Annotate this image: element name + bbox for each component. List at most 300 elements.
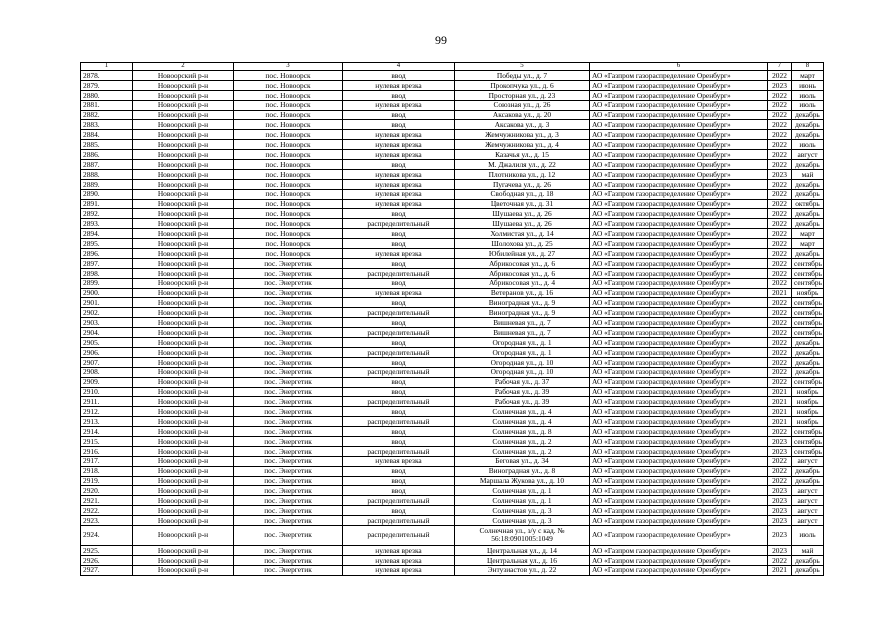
cell-month: декабрь [792,120,824,130]
cell-year: 2022 [768,268,792,278]
cell-row-number: 2880. [81,90,133,100]
cell-settlement: пос. Новоорск [234,150,343,160]
cell-year: 2022 [768,308,792,318]
cell-row-number: 2888. [81,169,133,179]
cell-month: июль [792,525,824,545]
cell-settlement: пос. Новоорск [234,80,343,90]
cell-connection-type: ввод [343,258,455,268]
cell-connection-type: ввод [343,338,455,348]
cell-connection-type: нулевая врезка [343,545,455,555]
cell-year: 2022 [768,179,792,189]
cell-month: ноябрь [792,288,824,298]
table-row [81,427,824,437]
cell-month: май [792,545,824,555]
cell-address: Холмистая ул., д. 14 [455,229,590,239]
cell-month: июль [792,90,824,100]
cell-settlement: пос. Энергетик [234,328,343,338]
column-header: 8 [792,63,824,71]
table-row [81,545,824,555]
cell-district: Новоорский р-н [133,130,234,140]
cell-address: Солнечная ул., д. 1 [455,486,590,496]
cell-district: Новоорский р-н [133,357,234,367]
table-row [81,140,824,150]
cell-month: декабрь [792,189,824,199]
cell-organization: АО «Газпром газораспределение Оренбург» [590,466,768,476]
cell-district: Новоорский р-н [133,80,234,90]
cell-district: Новоорский р-н [133,486,234,496]
cell-row-number: 2901. [81,298,133,308]
cell-settlement: пос. Энергетик [234,417,343,427]
cell-organization: АО «Газпром газораспределение Оренбург» [590,239,768,249]
cell-connection-type: ввод [343,110,455,120]
table-row [81,387,824,397]
cell-row-number: 2912. [81,407,133,417]
cell-settlement: пос. Энергетик [234,565,343,575]
column-header: 6 [590,63,768,71]
table-row [81,209,824,219]
cell-address: Жемчужникова ул., д. 3 [455,130,590,140]
cell-address: Свободная ул., д. 18 [455,189,590,199]
cell-year: 2021 [768,387,792,397]
cell-organization: АО «Газпром газораспределение Оренбург» [590,347,768,357]
cell-year: 2022 [768,298,792,308]
cell-connection-type: ввод [343,506,455,516]
cell-address: Вишневая ул., д. 7 [455,318,590,328]
cell-organization: АО «Газпром газораспределение Оренбург» [590,120,768,130]
cell-month: ноябрь [792,387,824,397]
cell-organization: АО «Газпром газораспределение Оренбург» [590,377,768,387]
cell-month: ноябрь [792,397,824,407]
cell-district: Новоорский р-н [133,367,234,377]
table-row [81,516,824,526]
cell-month: август [792,150,824,160]
cell-organization: АО «Газпром газораспределение Оренбург» [590,446,768,456]
cell-organization: АО «Газпром газораспределение Оренбург» [590,229,768,239]
cell-connection-type: нулевая врезка [343,199,455,209]
table-row [81,436,824,446]
table-row [81,71,824,81]
cell-connection-type: распределительный [343,328,455,338]
cell-settlement: пос. Новоорск [234,71,343,81]
table-row [81,110,824,120]
table-row [81,525,824,545]
cell-connection-type: распределительный [343,347,455,357]
cell-district: Новоорский р-н [133,120,234,130]
table-row [81,397,824,407]
cell-settlement: пос. Энергетик [234,525,343,545]
cell-month: октябрь [792,199,824,209]
cell-year: 2021 [768,565,792,575]
table-row [81,288,824,298]
cell-row-number: 2919. [81,476,133,486]
cell-district: Новоорский р-н [133,288,234,298]
cell-settlement: пос. Энергетик [234,308,343,318]
cell-address: Абрикосовая ул., д. 4 [455,278,590,288]
cell-year: 2023 [768,516,792,526]
cell-settlement: пос. Новоорск [234,189,343,199]
cell-connection-type: распределительный [343,219,455,229]
cell-settlement: пос. Энергетик [234,367,343,377]
table-row [81,150,824,160]
cell-month: декабрь [792,565,824,575]
cell-month: ноябрь [792,407,824,417]
cell-organization: АО «Газпром газораспределение Оренбург» [590,110,768,120]
cell-month: сентябрь [792,318,824,328]
cell-year: 2022 [768,160,792,170]
cell-row-number: 2921. [81,496,133,506]
cell-row-number: 2895. [81,239,133,249]
table-row [81,565,824,575]
cell-address: Солнечная ул., д. 4 [455,417,590,427]
cell-month: декабрь [792,249,824,259]
cell-district: Новоорский р-н [133,565,234,575]
table-row [81,258,824,268]
cell-row-number: 2914. [81,427,133,437]
cell-connection-type: ввод [343,120,455,130]
cell-row-number: 2881. [81,100,133,110]
table-row [81,476,824,486]
cell-organization: АО «Газпром газораспределение Оренбург» [590,338,768,348]
cell-organization: АО «Газпром газораспределение Оренбург» [590,288,768,298]
cell-row-number: 2898. [81,268,133,278]
cell-settlement: пос. Энергетик [234,377,343,387]
cell-organization: АО «Газпром газораспределение Оренбург» [590,278,768,288]
cell-address: Победы ул., д. 7 [455,71,590,81]
cell-year: 2023 [768,80,792,90]
cell-settlement: пос. Энергетик [234,545,343,555]
cell-month: июль [792,140,824,150]
cell-month: август [792,456,824,466]
table-row [81,555,824,565]
cell-organization: АО «Газпром газораспределение Оренбург» [590,417,768,427]
cell-year: 2022 [768,219,792,229]
cell-settlement: пос. Энергетик [234,298,343,308]
table-row [81,100,824,110]
cell-year: 2022 [768,555,792,565]
table-row [81,80,824,90]
cell-connection-type: нулевая врезка [343,80,455,90]
cell-district: Новоорский р-н [133,525,234,545]
cell-settlement: пос. Новоорск [234,229,343,239]
cell-year: 2022 [768,278,792,288]
cell-organization: АО «Газпром газораспределение Оренбург» [590,476,768,486]
cell-address: Пугачева ул., д. 26 [455,179,590,189]
table-row [81,367,824,377]
cell-row-number: 2900. [81,288,133,298]
cell-year: 2023 [768,436,792,446]
cell-address: Рабочая ул., д. 39 [455,397,590,407]
table-row [81,160,824,170]
cell-district: Новоорский р-н [133,338,234,348]
cell-organization: АО «Газпром газораспределение Оренбург» [590,268,768,278]
cell-connection-type: ввод [343,436,455,446]
cell-organization: АО «Газпром газораспределение Оренбург» [590,328,768,338]
cell-year: 2021 [768,288,792,298]
column-header: 5 [455,63,590,71]
cell-address: Абрикосовая ул., д. 6 [455,268,590,278]
cell-connection-type: ввод [343,209,455,219]
cell-month: май [792,169,824,179]
cell-address: Солнечная ул., д. 8 [455,427,590,437]
cell-connection-type: распределительный [343,308,455,318]
cell-row-number: 2924. [81,525,133,545]
cell-row-number: 2915. [81,436,133,446]
cell-month: август [792,506,824,516]
table-row [81,328,824,338]
cell-month: сентябрь [792,328,824,338]
cell-year: 2022 [768,476,792,486]
cell-connection-type: распределительный [343,367,455,377]
cell-settlement: пос. Новоорск [234,239,343,249]
cell-organization: АО «Газпром газораспределение Оренбург» [590,525,768,545]
cell-address: Солнечная ул., д. 2 [455,436,590,446]
cell-row-number: 2886. [81,150,133,160]
cell-district: Новоорский р-н [133,496,234,506]
cell-year: 2022 [768,466,792,476]
cell-connection-type: нулевая врезка [343,555,455,565]
cell-year: 2022 [768,71,792,81]
cell-connection-type: распределительный [343,446,455,456]
cell-settlement: пос. Энергетик [234,407,343,417]
cell-organization: АО «Газпром газораспределение Оренбург» [590,298,768,308]
table-row [81,268,824,278]
cell-row-number: 2907. [81,357,133,367]
cell-organization: АО «Газпром газораспределение Оренбург» [590,169,768,179]
cell-month: декабрь [792,130,824,140]
cell-district: Новоорский р-н [133,268,234,278]
cell-address: Солнечная ул., д. 3 [455,506,590,516]
cell-connection-type: ввод [343,466,455,476]
table-row [81,249,824,259]
cell-address: Энтузиастов ул., д. 22 [455,565,590,575]
cell-row-number: 2906. [81,347,133,357]
cell-year: 2022 [768,199,792,209]
cell-year: 2023 [768,506,792,516]
cell-settlement: пос. Энергетик [234,357,343,367]
cell-year: 2021 [768,417,792,427]
cell-organization: АО «Газпром газораспределение Оренбург» [590,545,768,555]
cell-address: Казачья ул., д. 15 [455,150,590,160]
cell-district: Новоорский р-н [133,328,234,338]
cell-settlement: пос. Энергетик [234,338,343,348]
cell-settlement: пос. Новоорск [234,199,343,209]
cell-connection-type: нулевая врезка [343,456,455,466]
cell-year: 2022 [768,249,792,259]
table-row [81,407,824,417]
cell-district: Новоорский р-н [133,209,234,219]
cell-month: декабрь [792,110,824,120]
cell-year: 2023 [768,525,792,545]
cell-organization: АО «Газпром газораспределение Оренбург» [590,150,768,160]
cell-year: 2023 [768,486,792,496]
cell-district: Новоорский р-н [133,298,234,308]
table-row [81,239,824,249]
column-number-row [81,63,824,71]
cell-month: сентябрь [792,278,824,288]
cell-year: 2022 [768,239,792,249]
cell-address: Огородная ул., д. 1 [455,347,590,357]
cell-organization: АО «Газпром газораспределение Оренбург» [590,436,768,446]
table-row [81,298,824,308]
cell-organization: АО «Газпром газораспределение Оренбург» [590,565,768,575]
cell-address: Прокопчука ул., д. 6 [455,80,590,90]
gasification-schedule-table [80,62,824,576]
cell-settlement: пос. Энергетик [234,476,343,486]
cell-district: Новоорский р-н [133,377,234,387]
cell-row-number: 2884. [81,130,133,140]
cell-settlement: пос. Новоорск [234,249,343,259]
cell-address: Абрикосовая ул., д. 6 [455,258,590,268]
cell-organization: АО «Газпром газораспределение Оренбург» [590,496,768,506]
cell-connection-type: распределительный [343,525,455,545]
cell-district: Новоорский р-н [133,258,234,268]
cell-connection-type: нулевая врезка [343,150,455,160]
cell-row-number: 2890. [81,189,133,199]
cell-month: декабрь [792,367,824,377]
cell-row-number: 2879. [81,80,133,90]
cell-district: Новоорский р-н [133,555,234,565]
cell-year: 2022 [768,120,792,130]
table-row [81,446,824,456]
cell-organization: АО «Газпром газораспределение Оренбург» [590,387,768,397]
cell-month: декабрь [792,160,824,170]
cell-address: Солнечная ул., д. 3 [455,516,590,526]
cell-connection-type: распределительный [343,496,455,506]
cell-connection-type: нулевая врезка [343,565,455,575]
cell-year: 2022 [768,229,792,239]
cell-year: 2022 [768,258,792,268]
cell-year: 2022 [768,209,792,219]
cell-row-number: 2920. [81,486,133,496]
cell-address: Центральная ул., д. 14 [455,545,590,555]
cell-address: Виноградная ул., д. 8 [455,466,590,476]
cell-settlement: пос. Энергетик [234,387,343,397]
table-row [81,506,824,516]
cell-organization: АО «Газпром газораспределение Оренбург» [590,456,768,466]
cell-month: июнь [792,80,824,90]
cell-year: 2023 [768,446,792,456]
cell-settlement: пос. Новоорск [234,160,343,170]
cell-settlement: пос. Новоорск [234,120,343,130]
cell-year: 2023 [768,496,792,506]
cell-settlement: пос. Энергетик [234,278,343,288]
cell-address: Просторная ул., д. 23 [455,90,590,100]
cell-month: март [792,229,824,239]
cell-address: Солнечная ул., д. 2 [455,446,590,456]
cell-district: Новоорский р-н [133,476,234,486]
cell-connection-type: нулевая врезка [343,169,455,179]
cell-organization: АО «Газпром газораспределение Оренбург» [590,90,768,100]
cell-month: декабрь [792,338,824,348]
cell-address: Солнечная ул., д. 1 [455,496,590,506]
cell-month: декабрь [792,347,824,357]
cell-row-number: 2889. [81,179,133,189]
cell-connection-type: распределительный [343,397,455,407]
cell-address: Аксакова ул., д. 3 [455,120,590,130]
cell-settlement: пос. Энергетик [234,397,343,407]
cell-settlement: пос. Энергетик [234,456,343,466]
table-row [81,466,824,476]
cell-address: Ветеранов ул., д. 16 [455,288,590,298]
cell-organization: АО «Газпром газораспределение Оренбург» [590,219,768,229]
cell-row-number: 2893. [81,219,133,229]
cell-organization: АО «Газпром газораспределение Оренбург» [590,140,768,150]
cell-district: Новоорский р-н [133,278,234,288]
cell-row-number: 2878. [81,71,133,81]
cell-settlement: пос. Новоорск [234,179,343,189]
cell-address: Юбилейная ул., д. 27 [455,249,590,259]
cell-row-number: 2913. [81,417,133,427]
cell-row-number: 2899. [81,278,133,288]
cell-connection-type: ввод [343,71,455,81]
cell-year: 2023 [768,169,792,179]
cell-month: декабрь [792,179,824,189]
cell-connection-type: нулевая врезка [343,130,455,140]
cell-organization: АО «Газпром газораспределение Оренбург» [590,397,768,407]
cell-address: Жемчужникова ул., д. 4 [455,140,590,150]
cell-month: март [792,71,824,81]
cell-address: Виноградная ул., д. 9 [455,298,590,308]
cell-month: сентябрь [792,436,824,446]
cell-row-number: 2897. [81,258,133,268]
table-row [81,357,824,367]
cell-year: 2021 [768,397,792,407]
cell-connection-type: ввод [343,229,455,239]
cell-district: Новоорский р-н [133,318,234,328]
cell-settlement: пос. Новоорск [234,130,343,140]
cell-year: 2022 [768,110,792,120]
table-row [81,130,824,140]
cell-year: 2022 [768,367,792,377]
cell-year: 2022 [768,357,792,367]
cell-month: сентябрь [792,427,824,437]
cell-row-number: 2916. [81,446,133,456]
cell-address: Огородная ул., д. 10 [455,367,590,377]
cell-row-number: 2922. [81,506,133,516]
cell-district: Новоорский р-н [133,347,234,357]
cell-address: Шолохова ул., д. 25 [455,239,590,249]
cell-district: Новоорский р-н [133,140,234,150]
cell-connection-type: ввод [343,278,455,288]
cell-address: Вишневая ул., д. 7 [455,328,590,338]
cell-organization: АО «Газпром газораспределение Оренбург» [590,249,768,259]
table-row [81,318,824,328]
cell-connection-type: ввод [343,387,455,397]
cell-connection-type: распределительный [343,516,455,526]
cell-connection-type: ввод [343,486,455,496]
cell-organization: АО «Газпром газораспределение Оренбург» [590,130,768,140]
cell-month: сентябрь [792,446,824,456]
cell-address: Союзная ул., д. 26 [455,100,590,110]
cell-settlement: пос. Энергетик [234,506,343,516]
cell-address: Солнечная ул., з/у с кад. № 56:18:0901005:1049 [455,525,590,545]
cell-connection-type: ввод [343,427,455,437]
table-body [81,71,824,576]
cell-organization: АО «Газпром газораспределение Оренбург» [590,555,768,565]
table-row [81,496,824,506]
cell-district: Новоорский р-н [133,219,234,229]
cell-year: 2022 [768,140,792,150]
cell-month: сентябрь [792,308,824,318]
cell-year: 2022 [768,338,792,348]
cell-address: Солнечная ул., д. 4 [455,407,590,417]
cell-settlement: пос. Новоорск [234,100,343,110]
cell-district: Новоорский р-н [133,397,234,407]
cell-district: Новоорский р-н [133,466,234,476]
cell-connection-type: нулевая врезка [343,179,455,189]
column-header: 3 [234,63,343,71]
table-row [81,169,824,179]
